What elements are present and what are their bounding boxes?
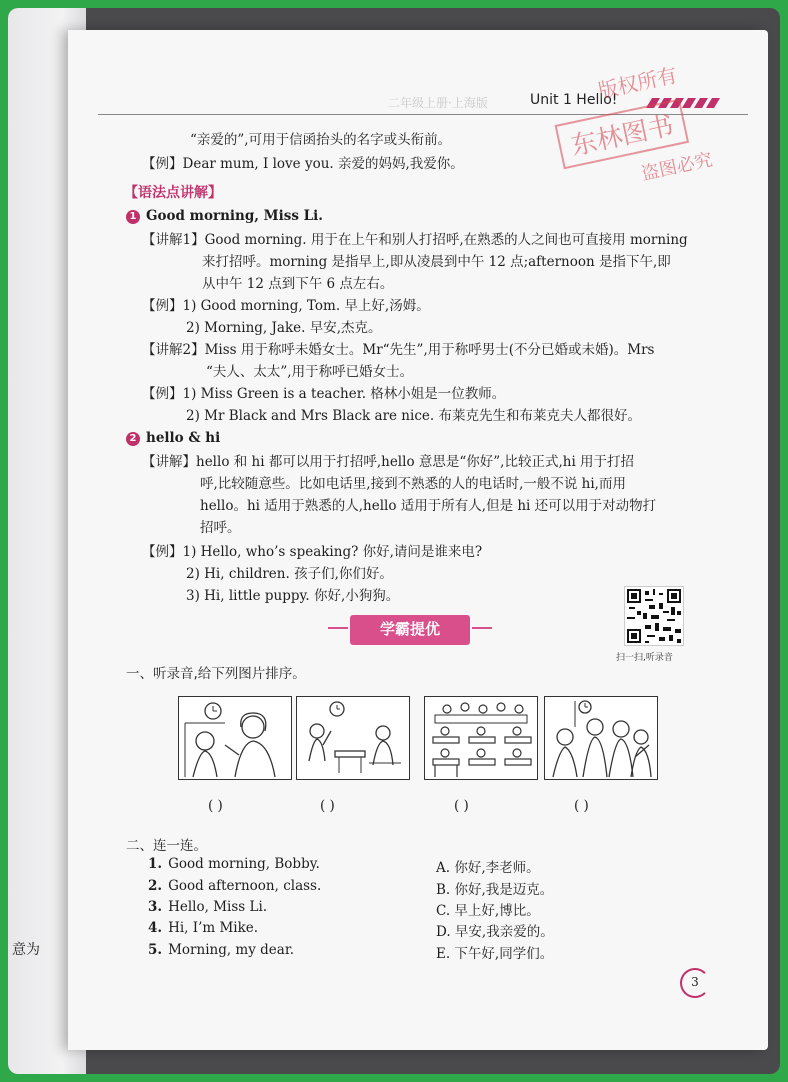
picture-2-classroom-pair — [296, 696, 410, 780]
point-1-explain-1-line-1: 【讲解1】Good morning. 用于在上午和别人打招呼,在熟悉的人之间也可直接用 morning — [142, 232, 688, 248]
picture-4-illustration — [545, 697, 657, 779]
stamp-line-3: 盗图必究 — [639, 149, 715, 185]
point-2-number: 2 — [126, 432, 140, 446]
point-1-title — [126, 208, 323, 224]
answer-blank-3[interactable]: ( ) — [454, 798, 469, 814]
point-1-explain-2-line-1: 【讲解2】Miss 用于称呼未婚女士。Mr“先生”,用于称呼男士(不分已婚或未婚)。Mrs — [142, 342, 655, 358]
point-2-title — [126, 430, 220, 446]
photo-background — [8, 8, 780, 1074]
qr-code[interactable] — [624, 586, 684, 646]
point-1-example-2a: 【例】1) Miss Green is a teacher. 格林小姐是一位教师。 — [142, 386, 506, 402]
match-left-3-num: 3. — [148, 899, 163, 915]
match-right-c[interactable]: C. 早上好,博比。 — [436, 903, 540, 919]
match-left-3-text: Hello, Miss Li. — [168, 899, 268, 915]
point-2-explain-line-3: hello。hi 适用于熟悉的人,hello 适用于所有人,但是 hi 还可以用于对动物打 — [200, 498, 657, 514]
match-left-1-text: Good morning, Bobby. — [168, 856, 320, 872]
match-left-5[interactable] — [148, 942, 294, 958]
answer-blank-1[interactable]: ( ) — [208, 798, 223, 814]
qr-code-icon — [625, 587, 683, 645]
point-1-example-1a: 【例】1) Good morning, Tom. 早上好,汤姆。 — [142, 298, 430, 314]
picture-1-illustration — [179, 697, 291, 779]
point-1-explain-2-line-2: “夫人、太太”,用于称呼已婚女士。 — [206, 364, 414, 380]
match-left-4[interactable] — [148, 920, 258, 936]
header-unit-title: Unit 1 Hello! — [530, 92, 618, 108]
page-number: 3 — [680, 968, 710, 998]
left-page-fragment: 意为 — [12, 942, 40, 958]
point-2-explain-line-4: 招呼。 — [200, 520, 241, 536]
stamp-line-1: 版权所有 — [595, 62, 680, 104]
match-left-2[interactable] — [148, 878, 321, 894]
point-1-example-1b: 2) Morning, Jake. 早安,杰克。 — [186, 320, 382, 336]
point-1-example-2b: 2) Mr Black and Mrs Black are nice. 布莱克先生和布莱克夫人都很好。 — [186, 408, 641, 424]
match-right-d[interactable]: D. 早安,我亲爱的。 — [436, 924, 554, 940]
point-2-explain-line-2: 呼,比较随意些。比如电话里,接到不熟悉的人的电话时,一般不说 hi,而用 — [200, 476, 626, 492]
section-title: 【语法点讲解】 — [124, 185, 222, 201]
match-left-2-text: Good afternoon, class. — [168, 878, 322, 894]
point-1-explain-1-line-3: 从中午 12 点到下午 6 点左右。 — [202, 276, 394, 292]
picture-3-illustration — [425, 697, 537, 779]
point-1-number: 1 — [126, 210, 140, 224]
point-1-title-text: Good morning, Miss Li. — [146, 208, 323, 224]
picture-2-illustration — [297, 697, 409, 779]
match-left-5-text: Morning, my dear. — [168, 942, 295, 958]
match-right-a[interactable]: A. 你好,李老师。 — [436, 860, 540, 876]
header-faded-title: 二年级上册·上海版 — [388, 96, 488, 110]
point-2-explain-line-1: 【讲解】hello 和 hi 都可以用于打招呼,hello 意思是“你好”,比较正式,hi 用于打招 — [142, 454, 635, 470]
intro-example: 【例】Dear mum, I love you. 亲爱的妈妈,我爱你。 — [142, 156, 464, 172]
point-2-example-a: 【例】1) Hello, who’s speaking? 你好,请问是谁来电? — [142, 544, 483, 560]
picture-4-group-greeting — [544, 696, 658, 780]
qr-caption: 扫一扫,听录音 — [616, 653, 673, 663]
point-2-title-text: hello & hi — [146, 430, 221, 446]
stamp-line-2: 东林图书 — [555, 99, 690, 170]
match-left-4-text: Hi, I’m Mike. — [168, 920, 259, 936]
point-1-explain-1-line-2: 来打招呼。morning 是指早上,即从凌晨到中午 12 点;afternoon 是指下午,即 — [202, 254, 671, 270]
match-right-e[interactable]: E. 下午好,同学们。 — [436, 946, 554, 962]
answer-blank-2[interactable]: ( ) — [320, 798, 335, 814]
point-2-example-c: 3) Hi, little puppy. 你好,小狗狗。 — [186, 588, 400, 604]
exercise-1-title: 一、听录音,给下列图片排序。 — [126, 666, 306, 682]
match-left-4-num: 4. — [148, 920, 163, 936]
picture-1-morning-greeting — [178, 696, 292, 780]
exercise-2-title: 二、连一连。 — [126, 838, 207, 854]
match-right-b[interactable]: B. 你好,我是迈克。 — [436, 882, 554, 898]
match-left-3[interactable] — [148, 899, 267, 915]
match-left-2-num: 2. — [148, 878, 163, 894]
copyright-stamp — [527, 49, 750, 218]
picture-3-class-scene — [424, 696, 538, 780]
match-left-1[interactable] — [148, 856, 320, 872]
section-banner: 学霸提优 — [350, 615, 470, 645]
point-2-example-b: 2) Hi, children. 孩子们,你们好。 — [186, 566, 393, 582]
book-page — [68, 30, 768, 1050]
match-left-1-num: 1. — [148, 856, 163, 872]
intro-line: “亲爱的”,可用于信函抬头的名字或头衔前。 — [190, 132, 452, 148]
answer-blank-4[interactable]: ( ) — [574, 798, 589, 814]
match-left-5-num: 5. — [148, 942, 163, 958]
